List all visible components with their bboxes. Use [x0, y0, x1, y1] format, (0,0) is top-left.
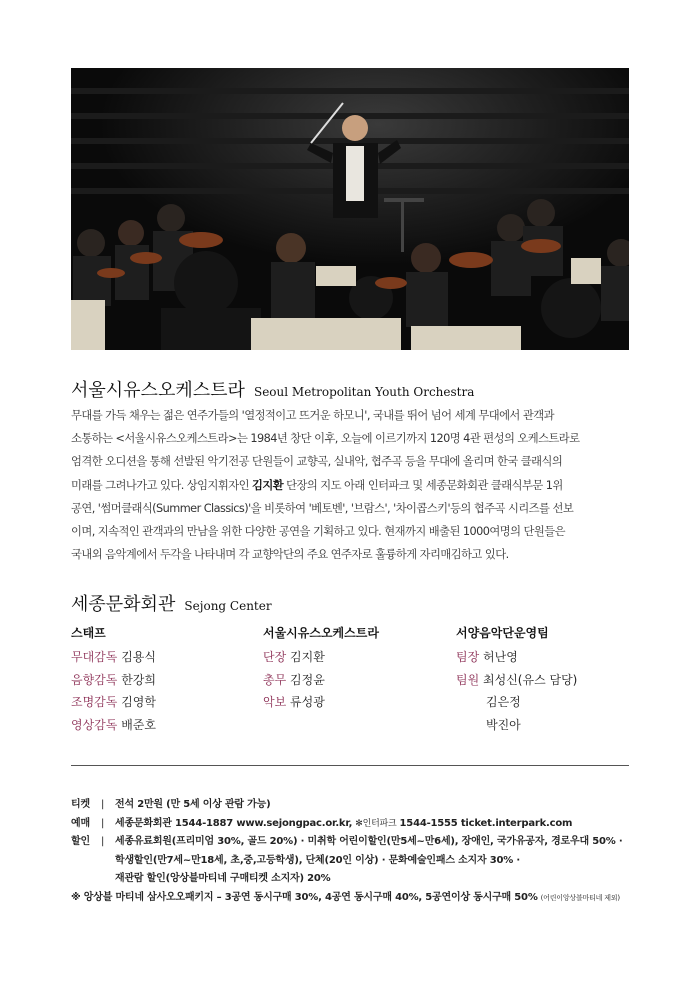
- orchestra-staff-column: [263, 624, 453, 714]
- desc-line: 미래를 그려나가고 있다. 상임지휘자인 김지환 단장의 지도 아래 인터파크 및 세종문화회관 클래식부문 1위: [71, 478, 563, 492]
- staff-row: 단장 김지환: [263, 650, 325, 664]
- center-title-ko: 세종문화회관: [71, 594, 176, 615]
- staff-row: 총무 김정윤: [263, 672, 325, 687]
- desc-line: 무대를 가득 채우는 젊은 연주가들의 '열정적이고 뜨거운 하모니', 국내를 뛰어 넘어 세계 무대에서 관객과: [71, 409, 554, 422]
- ticket-info: [71, 796, 622, 908]
- staff-heading: 스태프: [71, 626, 106, 640]
- booking-line: 예매 | 세종문화회관 1544-1887 www.sejongpac.or.kr, ✻인터파크 1544-1555 ticket.interpark.com: [71, 817, 573, 829]
- desc-line: 공연, '썸머클래식(Summer Classics)'을 비롯하여 '베토벤', '브람스', '차이콥스키'등의 협주곡 시리즈를 선보: [71, 501, 574, 515]
- orchestra-title-en: Seoul Metropolitan Youth Orchestra: [253, 385, 475, 399]
- desc-line: 이며, 지속적인 관객과의 만남을 위한 다양한 공연을 기획하고 있다. 현재까지 배출된 1000여명의 단원들은: [71, 525, 566, 539]
- discount-line: 재관람 할인(앙상블마티네 구매티켓 소지자) 20%: [115, 873, 331, 885]
- staff-column: [71, 624, 261, 736]
- team-staff-column: [456, 624, 646, 736]
- staff-row: 악보 류성광: [263, 695, 325, 709]
- staff-row: 무대감독 김용식: [71, 650, 156, 664]
- orchestra-description: [71, 404, 631, 566]
- staff-row: 팀장 허난영: [456, 650, 518, 664]
- divider: [71, 765, 629, 766]
- package-note: ※ 앙상블 마티네 삼사오오패키지 – 3공연 동시구매 30%, 4공연 동시구매 40%, 5공연이상 동시구매 50% (어린이앙상블마티네 제외): [71, 891, 620, 903]
- desc-line: 엄격한 오디션을 통해 선발된 악기전공 단원들이 교향곡, 실내악, 협주곡 등을 무대에 올리며 한국 클래식의: [71, 455, 563, 469]
- ticket-price-line: 티켓 | 전석 2만원 (만 5세 이상 관람 가능): [71, 799, 271, 810]
- discount-line: 학생할인(만7세~만18세, 초,중,고등학생), 단체(20인 이상) · 문화예술인패스 소지자 30% ·: [115, 854, 520, 866]
- staff-row: 김은정: [486, 695, 521, 709]
- orchestra-title: [71, 376, 474, 402]
- staff-heading: 서양음악단운영팀: [456, 626, 549, 640]
- staff-row: 팀원 최성신(유스 담당): [456, 672, 578, 687]
- orchestra-photo: [71, 68, 629, 350]
- staff-row: 음향감독 한강희: [71, 672, 156, 687]
- conductor-name: 김지환: [252, 478, 284, 492]
- staff-row: 영상감독 배준호: [71, 717, 156, 732]
- interpark-logo-icon: ✻인터파크: [355, 818, 397, 829]
- staff-heading: 서울시유스오케스트라: [263, 626, 379, 640]
- staff-row: 박진아: [486, 717, 521, 732]
- desc-line: 국내외 음악계에서 두각을 나타내며 각 교향악단의 주요 연주자로 훌륭하게 자리매김하고 있다.: [71, 548, 509, 562]
- desc-line: 소통하는 <서울시유스오케스트라>는 1984년 창단 이후, 오늘에 이르기까지 120명 4관 편성의 오케스트라로: [71, 432, 580, 446]
- center-title: [71, 590, 272, 616]
- orchestra-title-ko: 서울시유스오케스트라: [71, 380, 245, 401]
- discount-line: 할인 | 세종유료회원(프리미엄 30%, 골드 20%) · 미취학 어린이할인(만5세~만6세), 장애인, 국가유공자, 경로우대 50% ·: [71, 836, 623, 848]
- staff-row: 조명감독 김영학: [71, 695, 156, 709]
- center-title-en: Sejong Center: [184, 599, 272, 613]
